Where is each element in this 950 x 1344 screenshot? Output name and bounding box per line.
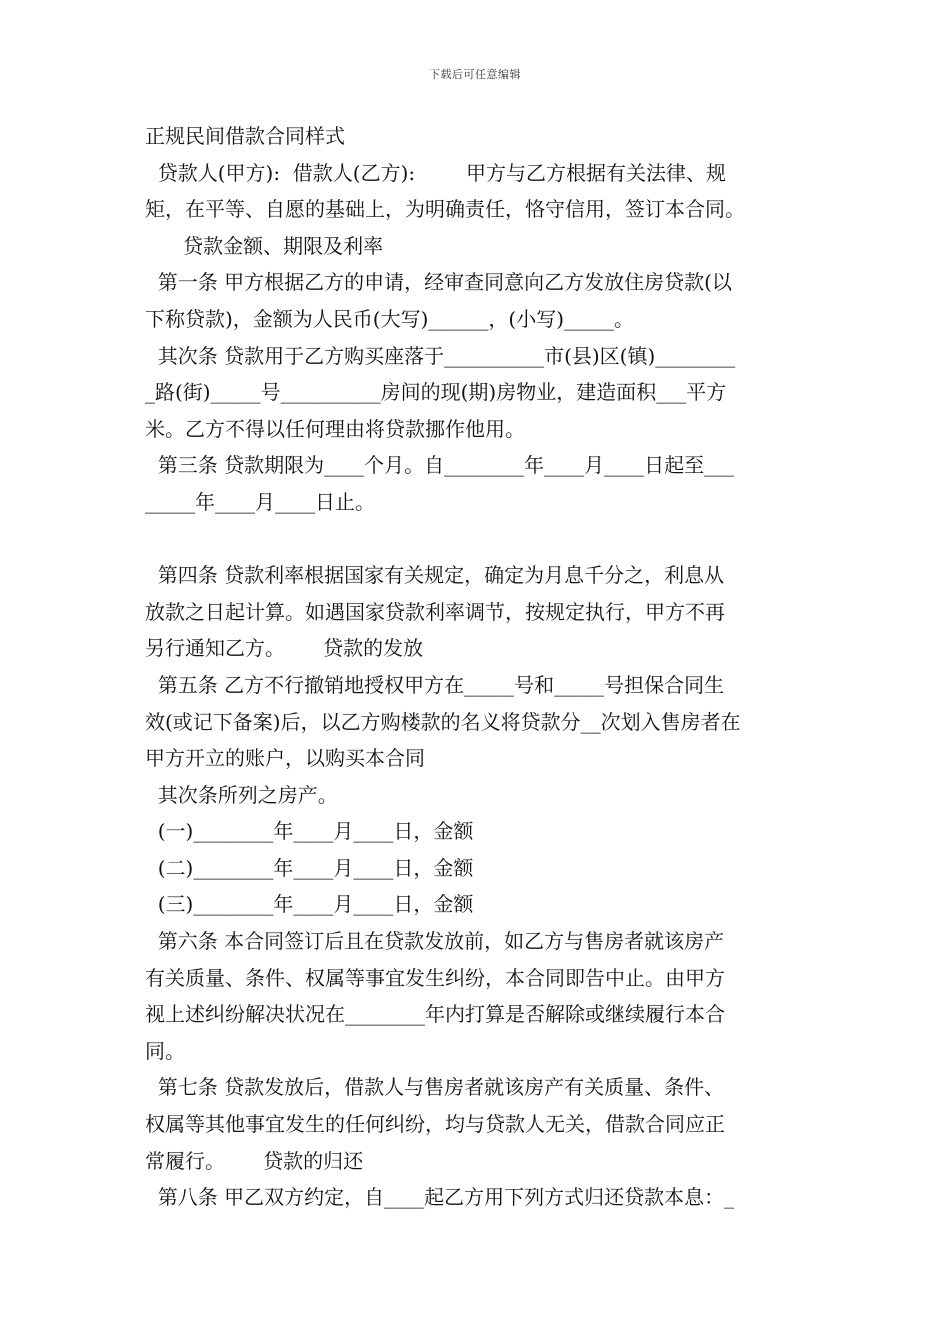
text-line: 第七条 贷款发放后，借款人与售房者就该房产有关质量、条件、 <box>145 1075 725 1100</box>
list-item: (一)________年____月____日，金额 <box>145 819 474 844</box>
text-line: 第一条 甲方根据乙方的申请，经审查同意向乙方发放住房贷款(以 <box>145 270 732 295</box>
section-heading: 贷款金额、期限及利率 <box>145 233 384 258</box>
text-line: 下称贷款)，金额为人民币(大写)______，(小写)_____。 <box>145 306 635 331</box>
text-line: 第四条 贷款利率根据国家有关规定，确定为月息千分之，利息从 <box>145 563 725 588</box>
text-line: 甲方开立的账户，以购买本合同 <box>145 746 425 771</box>
text-line: 常履行。 贷款的归还 <box>145 1148 364 1173</box>
list-item: (三)________年____月____日，金额 <box>145 892 474 917</box>
text-line: 视上述纠纷解决状况在________年内打算是否解除或继续履行本合 <box>145 1002 725 1027</box>
text-line: 有关质量、条件、权属等事宜发生纠纷，本合同即告中止。由甲方 <box>145 965 725 990</box>
text-line: 第三条 贷款期限为____个月。自________年____月____日起至___ <box>145 453 735 478</box>
text-line: 另行通知乙方。 贷款的发放 <box>145 636 424 661</box>
text-line: _路(街)_____号__________房间的现(期)房物业，建造面积___平方 <box>145 380 727 405</box>
list-item: (二)________年____月____日，金额 <box>145 855 474 880</box>
text-line: 第八条 甲乙双方约定，自____起乙方用下列方式归还贷款本息：_ <box>145 1185 735 1210</box>
document-title: 正规民间借款合同样式 <box>145 124 345 148</box>
text-line: 第六条 本合同签订后且在贷款发放前，如乙方与售房者就该房产 <box>145 929 725 954</box>
text-line: 其次条所列之房产。 <box>145 782 338 807</box>
blank-line <box>145 521 817 558</box>
text-line: 权属等其他事宜发生的任何纠纷，均与贷款人无关，借款合同应正 <box>145 1112 725 1137</box>
text-line: 米。乙方不得以任何理由将贷款挪作他用。 <box>145 416 525 441</box>
text-line: 其次条 贷款用于乙方购买座落于__________市(县)区(镇)________ <box>145 343 736 368</box>
document-body <box>145 118 817 1216</box>
text-line: _____年____月____日止。 <box>145 489 375 514</box>
text-line: 同。 <box>145 1038 185 1063</box>
text-line: 第五条 乙方不行撤销地授权甲方在_____号和_____号担保合同生 <box>145 672 725 697</box>
text-line: 矩，在平等、自愿的基础上，为明确责任，恪守信用，签订本合同。 <box>145 197 745 222</box>
text-line: 贷款人(甲方): 借款人(乙方): 甲方与乙方根据有关法律、规 <box>145 160 726 185</box>
text-line: 放款之日起计算。如遇国家贷款利率调节，按规定执行，甲方不再 <box>145 599 725 624</box>
header-note: 下载后可任意编辑 <box>429 68 521 81</box>
text-line: 效(或记下备案)后，以乙方购楼款的名义将贷款分__次划入售房者在 <box>145 709 741 734</box>
